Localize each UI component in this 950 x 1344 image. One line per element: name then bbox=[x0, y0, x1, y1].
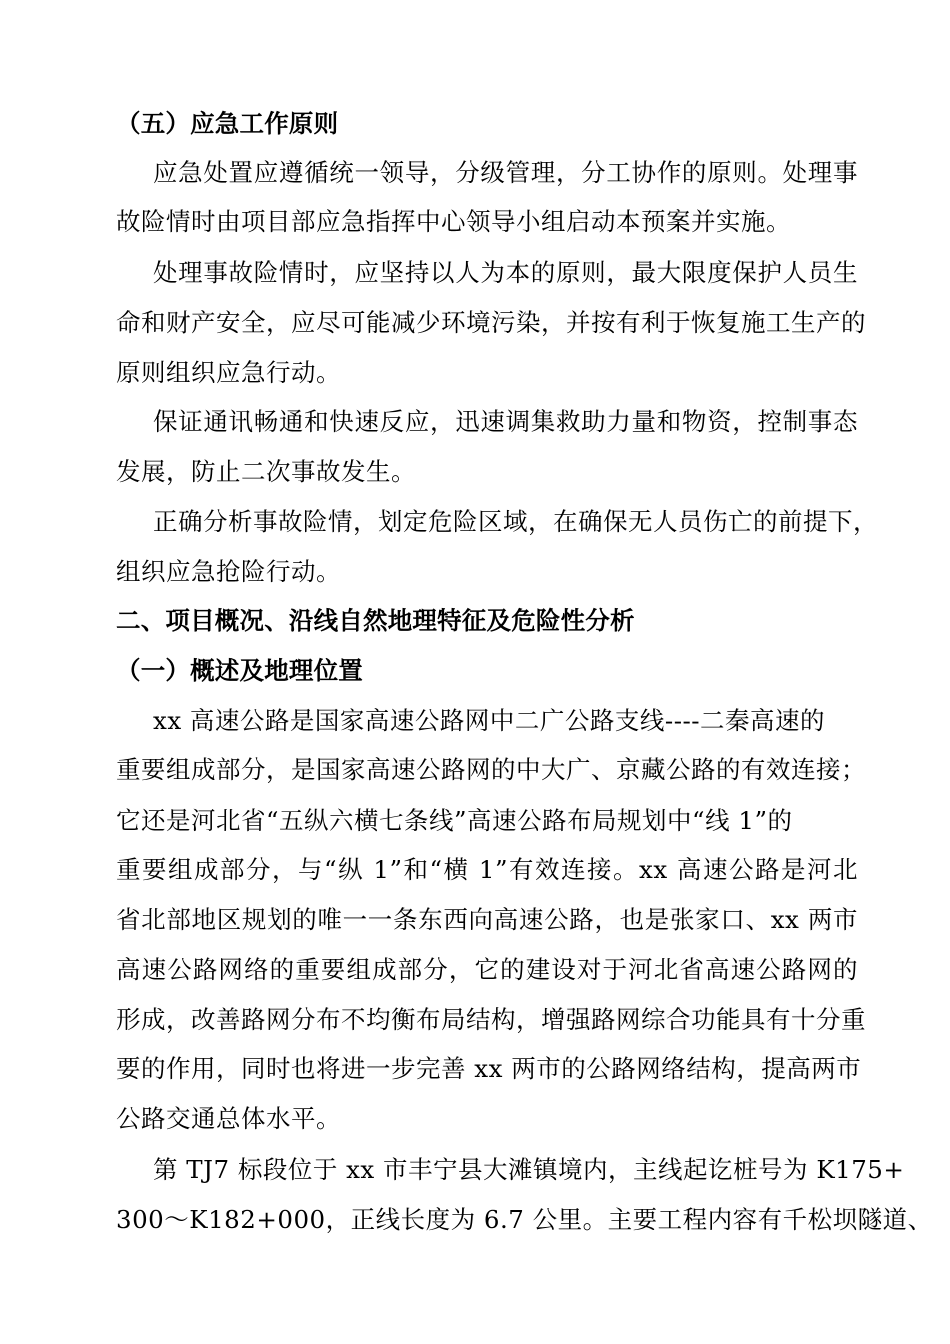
section-heading-overview-location: （一）概述及地理位置 bbox=[116, 656, 363, 685]
paragraph-line: 重要组成部分，与“纵 1”和“横 1”有效连接。xx 高速公路是河北 bbox=[116, 855, 858, 884]
paragraph-line: 发展，防止二次事故发生。 bbox=[116, 457, 416, 486]
paragraph-line: 应急处置应遵循统一领导，分级管理，分工协作的原则。处理事 bbox=[153, 158, 858, 187]
paragraph-line: 公路交通总体水平。 bbox=[116, 1104, 341, 1133]
paragraph-line: 故险情时由项目部应急指挥中心领导小组启动本预案并实施。 bbox=[116, 207, 791, 236]
paragraph-line: 正确分析事故险情，划定危险区域，在确保无人员伤亡的前提下， bbox=[153, 507, 878, 536]
paragraph-line: xx 高速公路是国家高速公路网中二广公路支线----二秦高速的 bbox=[153, 706, 826, 735]
paragraph-line: 处理事故险情时，应坚持以人为本的原则，最大限度保护人员生 bbox=[153, 258, 858, 287]
paragraph-line: 重要组成部分，是国家高速公路网的中大广、京藏公路的有效连接； bbox=[116, 755, 866, 784]
paragraph-line: 保证通讯畅通和快速反应，迅速调集救助力量和物资，控制事态 bbox=[153, 407, 858, 436]
paragraph-line: 省北部地区规划的唯一一条东西向高速公路，也是张家口、xx 两市 bbox=[116, 905, 858, 934]
section-heading-emergency-principles: （五）应急工作原则 bbox=[116, 109, 339, 138]
chapter-heading-project-overview: 二、项目概况、沿线自然地理特征及危险性分析 bbox=[116, 606, 635, 635]
paragraph-line: 高速公路网络的重要组成部分，它的建设对于河北省高速公路网的 bbox=[116, 955, 858, 984]
paragraph-line: 形成，改善路网分布不均衡布局结构，增强路网综合功能具有十分重 bbox=[116, 1005, 866, 1034]
paragraph-line: 组织应急抢险行动。 bbox=[116, 557, 341, 586]
paragraph-line: 它还是河北省“五纵六横七条线”高速公路布局规划中“线 1”的 bbox=[116, 806, 793, 835]
paragraph-line: 第 TJ7 标段位于 xx 市丰宁县大滩镇境内，主线起讫桩号为 K175+ bbox=[153, 1155, 905, 1184]
paragraph-line: 要的作用，同时也将进一步完善 xx 两市的公路网络结构，提高两市 bbox=[116, 1054, 862, 1083]
paragraph-line: 原则组织应急行动。 bbox=[116, 358, 341, 387]
paragraph-line: 命和财产安全，应尽可能减少环境污染，并按有利于恢复施工生产的 bbox=[116, 308, 866, 337]
paragraph-line: 300～K182+000，正线长度为 6.7 公里。主要工程内容有千松坝隧道、 bbox=[116, 1205, 933, 1234]
